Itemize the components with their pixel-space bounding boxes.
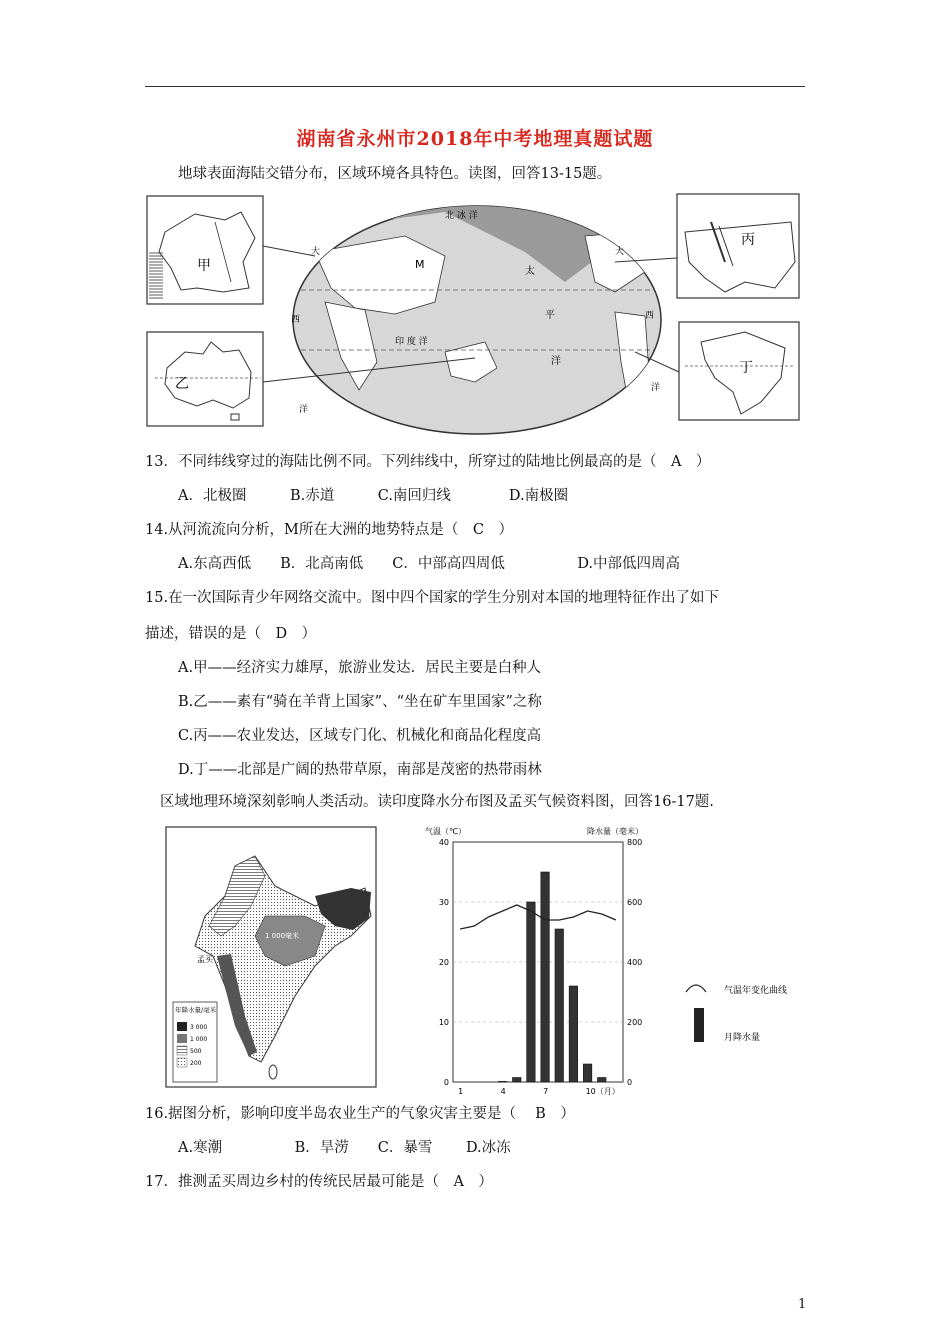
label-jia: 甲: [197, 258, 211, 274]
legend-bar-symbol: [694, 1008, 704, 1042]
legend-item-2: 1 000: [190, 1036, 208, 1043]
label-ding: 丁: [739, 360, 753, 376]
temperature-curve: [460, 905, 616, 929]
q14-stem: 14.从河流流向分析，M所在大洲的地势特点是（ C ）: [145, 522, 513, 538]
y-right-tick: 600: [627, 898, 643, 907]
header-rule: [145, 86, 805, 87]
label-atlantic-l3: 洋: [299, 405, 309, 415]
q15-option-c: C.丙——农业发达，区域专门化、机械化和商品化程度高: [178, 728, 542, 744]
q13-options: A．北极圈 B.赤道 C.南回归线 D.南极圈: [178, 488, 569, 504]
q17-stem: 17．推测孟买周边乡村的传统民居最可能是（ A ）: [145, 1174, 493, 1190]
label-arctic: 北 冰 洋: [445, 211, 478, 221]
q13-stem: 13．不同纬线穿过的海陆比例不同。下列纬线中，所穿过的陆地比例最高的是（ A ）: [145, 454, 711, 470]
label-pacific-3: 洋: [551, 356, 561, 367]
precip-bar-9: [569, 986, 578, 1082]
q15-stem-2: 描述，错误的是（ D ）: [145, 626, 317, 642]
y-left-tick: 40: [438, 838, 449, 847]
y-left-tick: 30: [438, 898, 449, 907]
label-pacific-1: 太: [525, 266, 535, 277]
intro-text-13-15: 地球表面海陆交错分布，区域环境各具特色。读图，回答13-15题。: [178, 166, 612, 182]
y-right-tick: 200: [627, 1018, 643, 1027]
precip-bar-7: [541, 872, 550, 1082]
chart-ylabel-right: 降水量（毫米）: [587, 827, 643, 836]
page-title: 湖南省永州市2018年中考地理真题试题: [296, 128, 654, 150]
label-indian: 印 度 洋: [395, 337, 428, 347]
q16-stem: 16.据图分析，影响印度半岛农业生产的气象灾害主要是（ B ）: [145, 1106, 575, 1122]
q15-option-a: A.甲——经济实力雄厚，旅游业发达．居民主要是白种人: [178, 660, 542, 676]
precip-bar-11: [598, 1078, 607, 1083]
q15-stem-1: 15.在一次国际青少年网络交流中。图中四个国家的学生分别对本国的地理特征作出了如下: [145, 590, 720, 606]
precip-bar-6: [527, 902, 536, 1082]
world-oval-map: [285, 202, 665, 434]
india-region-label: 1 000毫米: [265, 932, 300, 940]
x-tick: 1: [458, 1087, 464, 1095]
label-yi: 乙: [175, 376, 189, 392]
q16-options: A.寒潮 B．旱涝 C．暴雪 D.冰冻: [178, 1140, 511, 1156]
india-city-label: 孟买: [197, 955, 213, 964]
precip-bar-4: [498, 1081, 507, 1082]
legend-item-1: 3 000: [190, 1024, 208, 1031]
intro-text-16-17: 区域地理环境深刻彰响人类活动。读印度降水分布图及孟买气候资料图，回答16-17题.: [160, 794, 714, 810]
india-legend: [173, 1002, 217, 1082]
page-number: 1: [798, 1297, 807, 1312]
label-atlantic-l2: 西: [291, 315, 301, 325]
precip-bar-8: [555, 929, 564, 1082]
label-bing: 丙: [741, 232, 755, 248]
x-tick: 10（月）: [585, 1087, 620, 1095]
legend-bar-label: 月降水量: [724, 1033, 761, 1043]
india-rainfall-map: [165, 826, 377, 1088]
legend-line-symbol: [686, 985, 706, 992]
label-atlantic-l1: 大: [311, 247, 321, 257]
precip-bar-10: [583, 1064, 592, 1082]
y-right-tick: 0: [627, 1078, 633, 1087]
mumbai-climate-chart: [415, 820, 675, 1095]
legend-item-4: 200: [190, 1060, 202, 1067]
inset-usa: [677, 194, 799, 298]
y-left-tick: 10: [438, 1018, 449, 1027]
x-tick: 4: [500, 1087, 506, 1095]
inset-france: [147, 196, 263, 304]
chart-ylabel-left: 气温（℃）: [425, 827, 466, 836]
legend-line-label: 气温年变化曲线: [724, 986, 788, 996]
y-left-tick: 20: [438, 958, 449, 967]
q14-options: A.东高西低 B．北高南低 C．中部高四周低 D.中部低四周高: [178, 556, 681, 572]
label-atlantic-r3: 洋: [651, 383, 661, 393]
label-atlantic-r2: 西: [645, 311, 655, 321]
india-legend-title: 年降水量/毫米: [175, 1006, 217, 1014]
x-tick: 7: [543, 1087, 549, 1095]
y-right-tick: 800: [627, 838, 643, 847]
world-map-figure: [145, 192, 805, 438]
q15-option-d: D.丁——北部是广阔的热带草原，南部是茂密的热帯雨林: [178, 762, 542, 778]
label-pacific-2: 平: [545, 310, 555, 321]
label-M: M: [415, 258, 425, 271]
precip-bar-5: [513, 1078, 522, 1083]
q15-option-b: B.乙——素有“骑在羊背上国家”、“坐在矿车里国家”之称: [178, 694, 542, 710]
inset-brazil: [679, 322, 799, 420]
inset-australia: [147, 332, 263, 426]
y-right-tick: 400: [627, 958, 643, 967]
legend-item-3: 500: [190, 1048, 202, 1055]
label-atlantic-r1: 大: [615, 247, 625, 257]
y-left-tick: 0: [443, 1078, 449, 1087]
climate-chart-legend: [680, 968, 830, 1064]
